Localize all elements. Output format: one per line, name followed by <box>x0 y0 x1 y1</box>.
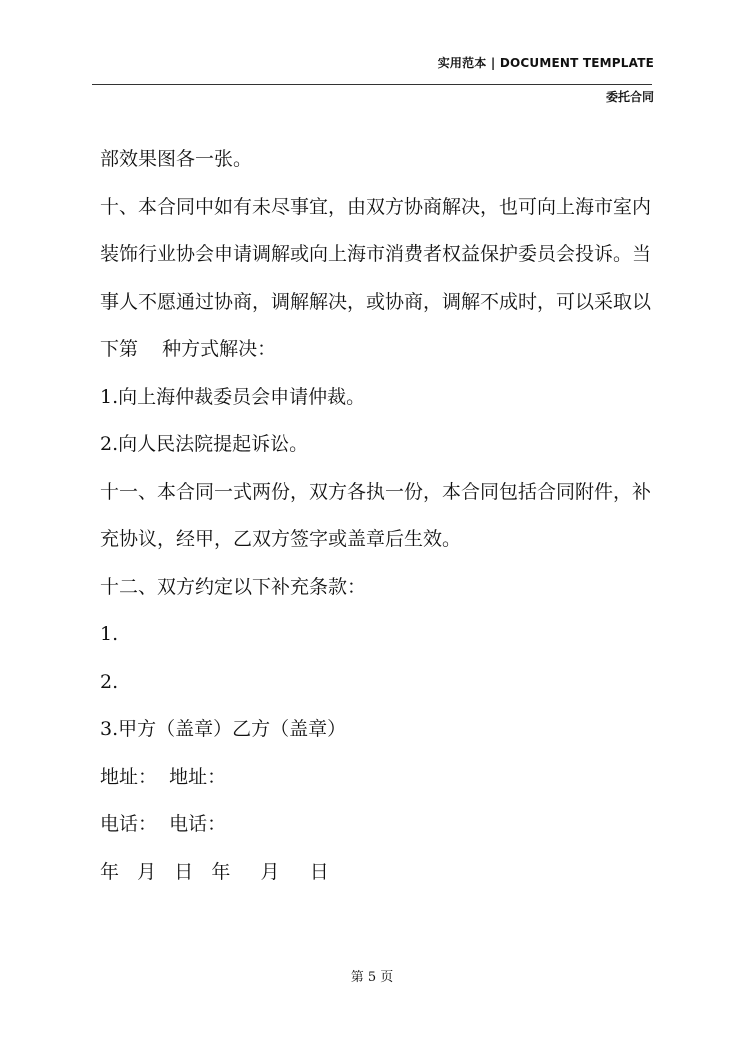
paragraph-line: 地址： 地址： <box>100 765 227 788</box>
paragraph-line: 下第 种方式解决： <box>100 338 277 360</box>
header-subtitle: 委托合同 <box>605 90 654 104</box>
document-body <box>100 136 656 896</box>
paragraph-line: 事人不愿通过协商，调解解决，或协商，调解不成时，可以采取以 <box>100 290 652 313</box>
page-number: 第 5 页 <box>350 970 394 985</box>
paragraph-line: 装饰行业协会申请调解或向上海市消费者权益保护委员会投诉。当 <box>100 243 652 265</box>
paragraph-line: 电话： 电话： <box>100 813 227 835</box>
paragraph-line: 2.向人民法院提起诉讼。 <box>100 433 309 455</box>
paragraph-line: 年 月 日 年 月 日 <box>100 860 329 883</box>
paragraph-line: 十二、双方约定以下补充条款： <box>100 575 367 598</box>
paragraph-line: 充协议，经甲，乙双方签字或盖章后生效。 <box>100 528 462 550</box>
paragraph-line: 1. <box>100 623 119 645</box>
header-title: 实用范本 | DOCUMENT TEMPLATE <box>437 56 654 70</box>
paragraph-line: 部效果图各一张。 <box>100 148 253 170</box>
paragraph-line: 2. <box>100 670 119 693</box>
paragraph-line: 十一、本合同一式两份，双方各执一份，本合同包括合同附件，补 <box>100 480 652 503</box>
paragraph-line: 3.甲方（盖章）乙方（盖章） <box>100 718 347 740</box>
paragraph-line: 十、本合同中如有未尽事宜，由双方协商解决，也可向上海市室内 <box>100 195 652 218</box>
header-divider <box>92 84 652 85</box>
paragraph-line: 1.向上海仲裁委员会申请仲裁。 <box>100 385 366 408</box>
